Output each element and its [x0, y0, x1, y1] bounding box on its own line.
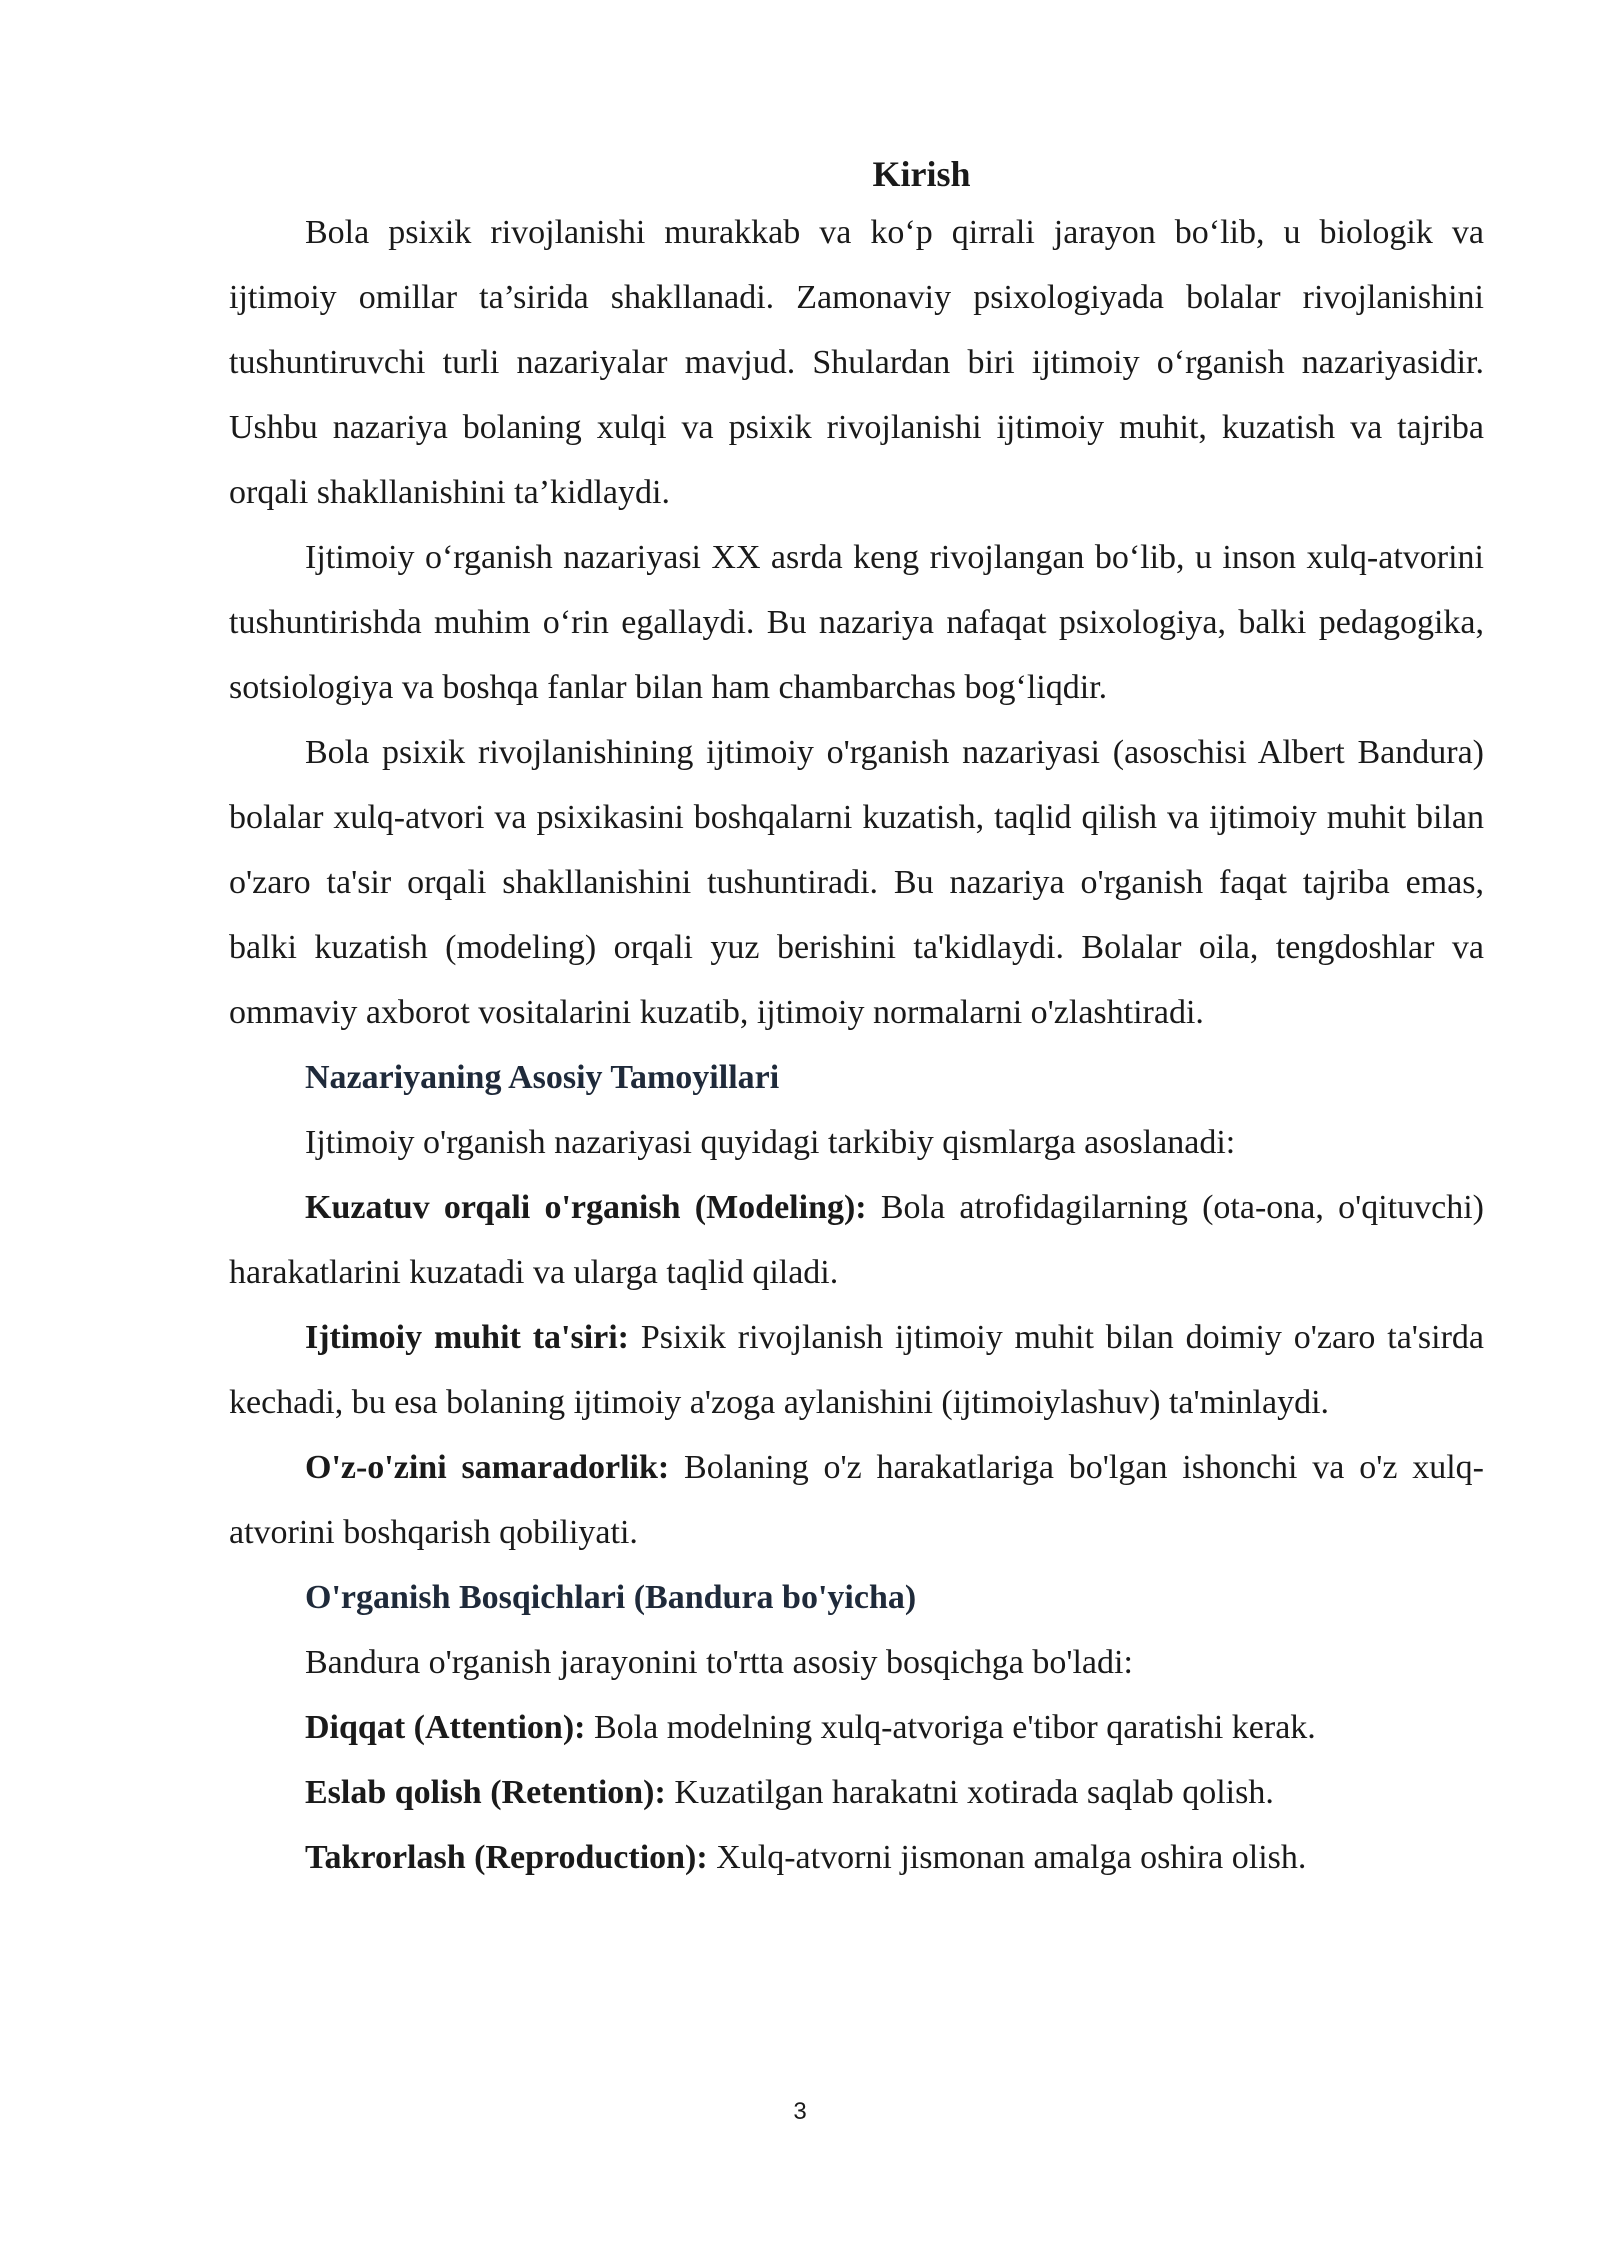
section-intro-stages: Bandura o'rganish jarayonini to'rtta asosiy bosqichga bo'ladi: [305, 1644, 1133, 1681]
stage-term: Eslab qolish (Retention): [305, 1774, 666, 1811]
section-heading-principles: Nazariyaning Asosiy Tamoyillari [305, 1059, 780, 1096]
principle-item [229, 1175, 1484, 1305]
stage-item [229, 1760, 1484, 1825]
principle-term: Kuzatuv orqali o'rganish (Modeling): [305, 1189, 867, 1226]
paragraph-intro: Bola psixik rivojlanishi murakkab va ko‘p qirrali jarayon bo‘lib, u biologik va ijtimoiy omillar ta’sirida shakllanadi. Zamonaviy psixologiyada bolalar rivojlanishini tushuntiruvchi turli nazariyalar mavjud. Shulardan biri ijtimoiy o‘rganish nazariyasidir. Ushbu nazariya bolaning xulqi va psixik rivojlanishi ijtimoiy muhit, kuzatish va tajriba orqali shakllanishini ta’kidlaydi. [229, 214, 1484, 511]
principle-text: Bolaning o'z harakatlariga bo'lgan ishonchi va o'z xulq-atvorini boshqarish qobiliyati. [229, 1449, 1484, 1551]
principle-text: Psixik rivojlanish ijtimoiy muhit bilan doimiy o'zaro ta'sirda kechadi, bu esa bolaning ijtimoiy a'zoga aylanishini (ijtimoiylashuv) ta'minlaydi. [229, 1319, 1485, 1421]
paragraph-bandura: Bola psixik rivojlanishining ijtimoiy o'rganish nazariyasi (asoschisi Albert Bandura) bolalar xulq-atvori va psixikasini boshqalarni kuzatish, taqlid qilish va ijtimoiy muhit bilan o'zaro ta'sir orqali shakllanishini tushuntiradi. Bu nazariya o'rganish faqat tajriba emas, balki kuzatish (modeling) orqali yuz berishini ta'kidlaydi. Bolalar oila, tengdoshlar va ommaviy axborot vositalarini kuzatib, ijtimoiy normalarni o'zlashtiradi. [229, 734, 1484, 1031]
paragraph-history: Ijtimoiy o‘rganish nazariyasi XX asrda keng rivojlangan bo‘lib, u inson xulq-atvorini tushuntirishda muhim o‘rin egallaydi. Bu nazariya nafaqat psixologiya, balki pedagogika, sotsiologiya va boshqa fanlar bilan ham chambarchas bog‘liqdir. [229, 539, 1484, 706]
principle-term: Ijtimoiy muhit ta'siri: [305, 1319, 630, 1356]
page-number: 3 [793, 2098, 807, 2125]
principle-item [229, 1435, 1484, 1565]
stage-text: Xulq-atvorni jismonan amalga oshira olish. [707, 1839, 1307, 1876]
section-intro-principles: Ijtimoiy o'rganish nazariyasi quyidagi tarkibiy qismlarga asoslanadi: [305, 1124, 1236, 1161]
principle-term: O'z-o'zini samaradorlik: [305, 1449, 670, 1486]
page-title: Kirish [872, 154, 971, 194]
stage-item [229, 1695, 1484, 1760]
principle-item [229, 1305, 1484, 1435]
stage-term: Diqqat (Attention): [305, 1709, 586, 1746]
stage-text: Kuzatilgan harakatni xotirada saqlab qolish. [665, 1774, 1274, 1811]
document-page [229, 148, 1484, 1890]
stage-text: Bola modelning xulq-atvoriga e'tibor qaratishi kerak. [585, 1709, 1316, 1746]
stage-term: Takrorlash (Reproduction): [305, 1839, 708, 1876]
principle-text: Bola atrofidagilarning (ota-ona, o'qituvchi) harakatlarini kuzatadi va ularga taqlid qiladi. [229, 1189, 1484, 1291]
section-heading-stages: O'rganish Bosqichlari (Bandura bo'yicha) [305, 1579, 917, 1616]
stage-item [229, 1825, 1484, 1890]
